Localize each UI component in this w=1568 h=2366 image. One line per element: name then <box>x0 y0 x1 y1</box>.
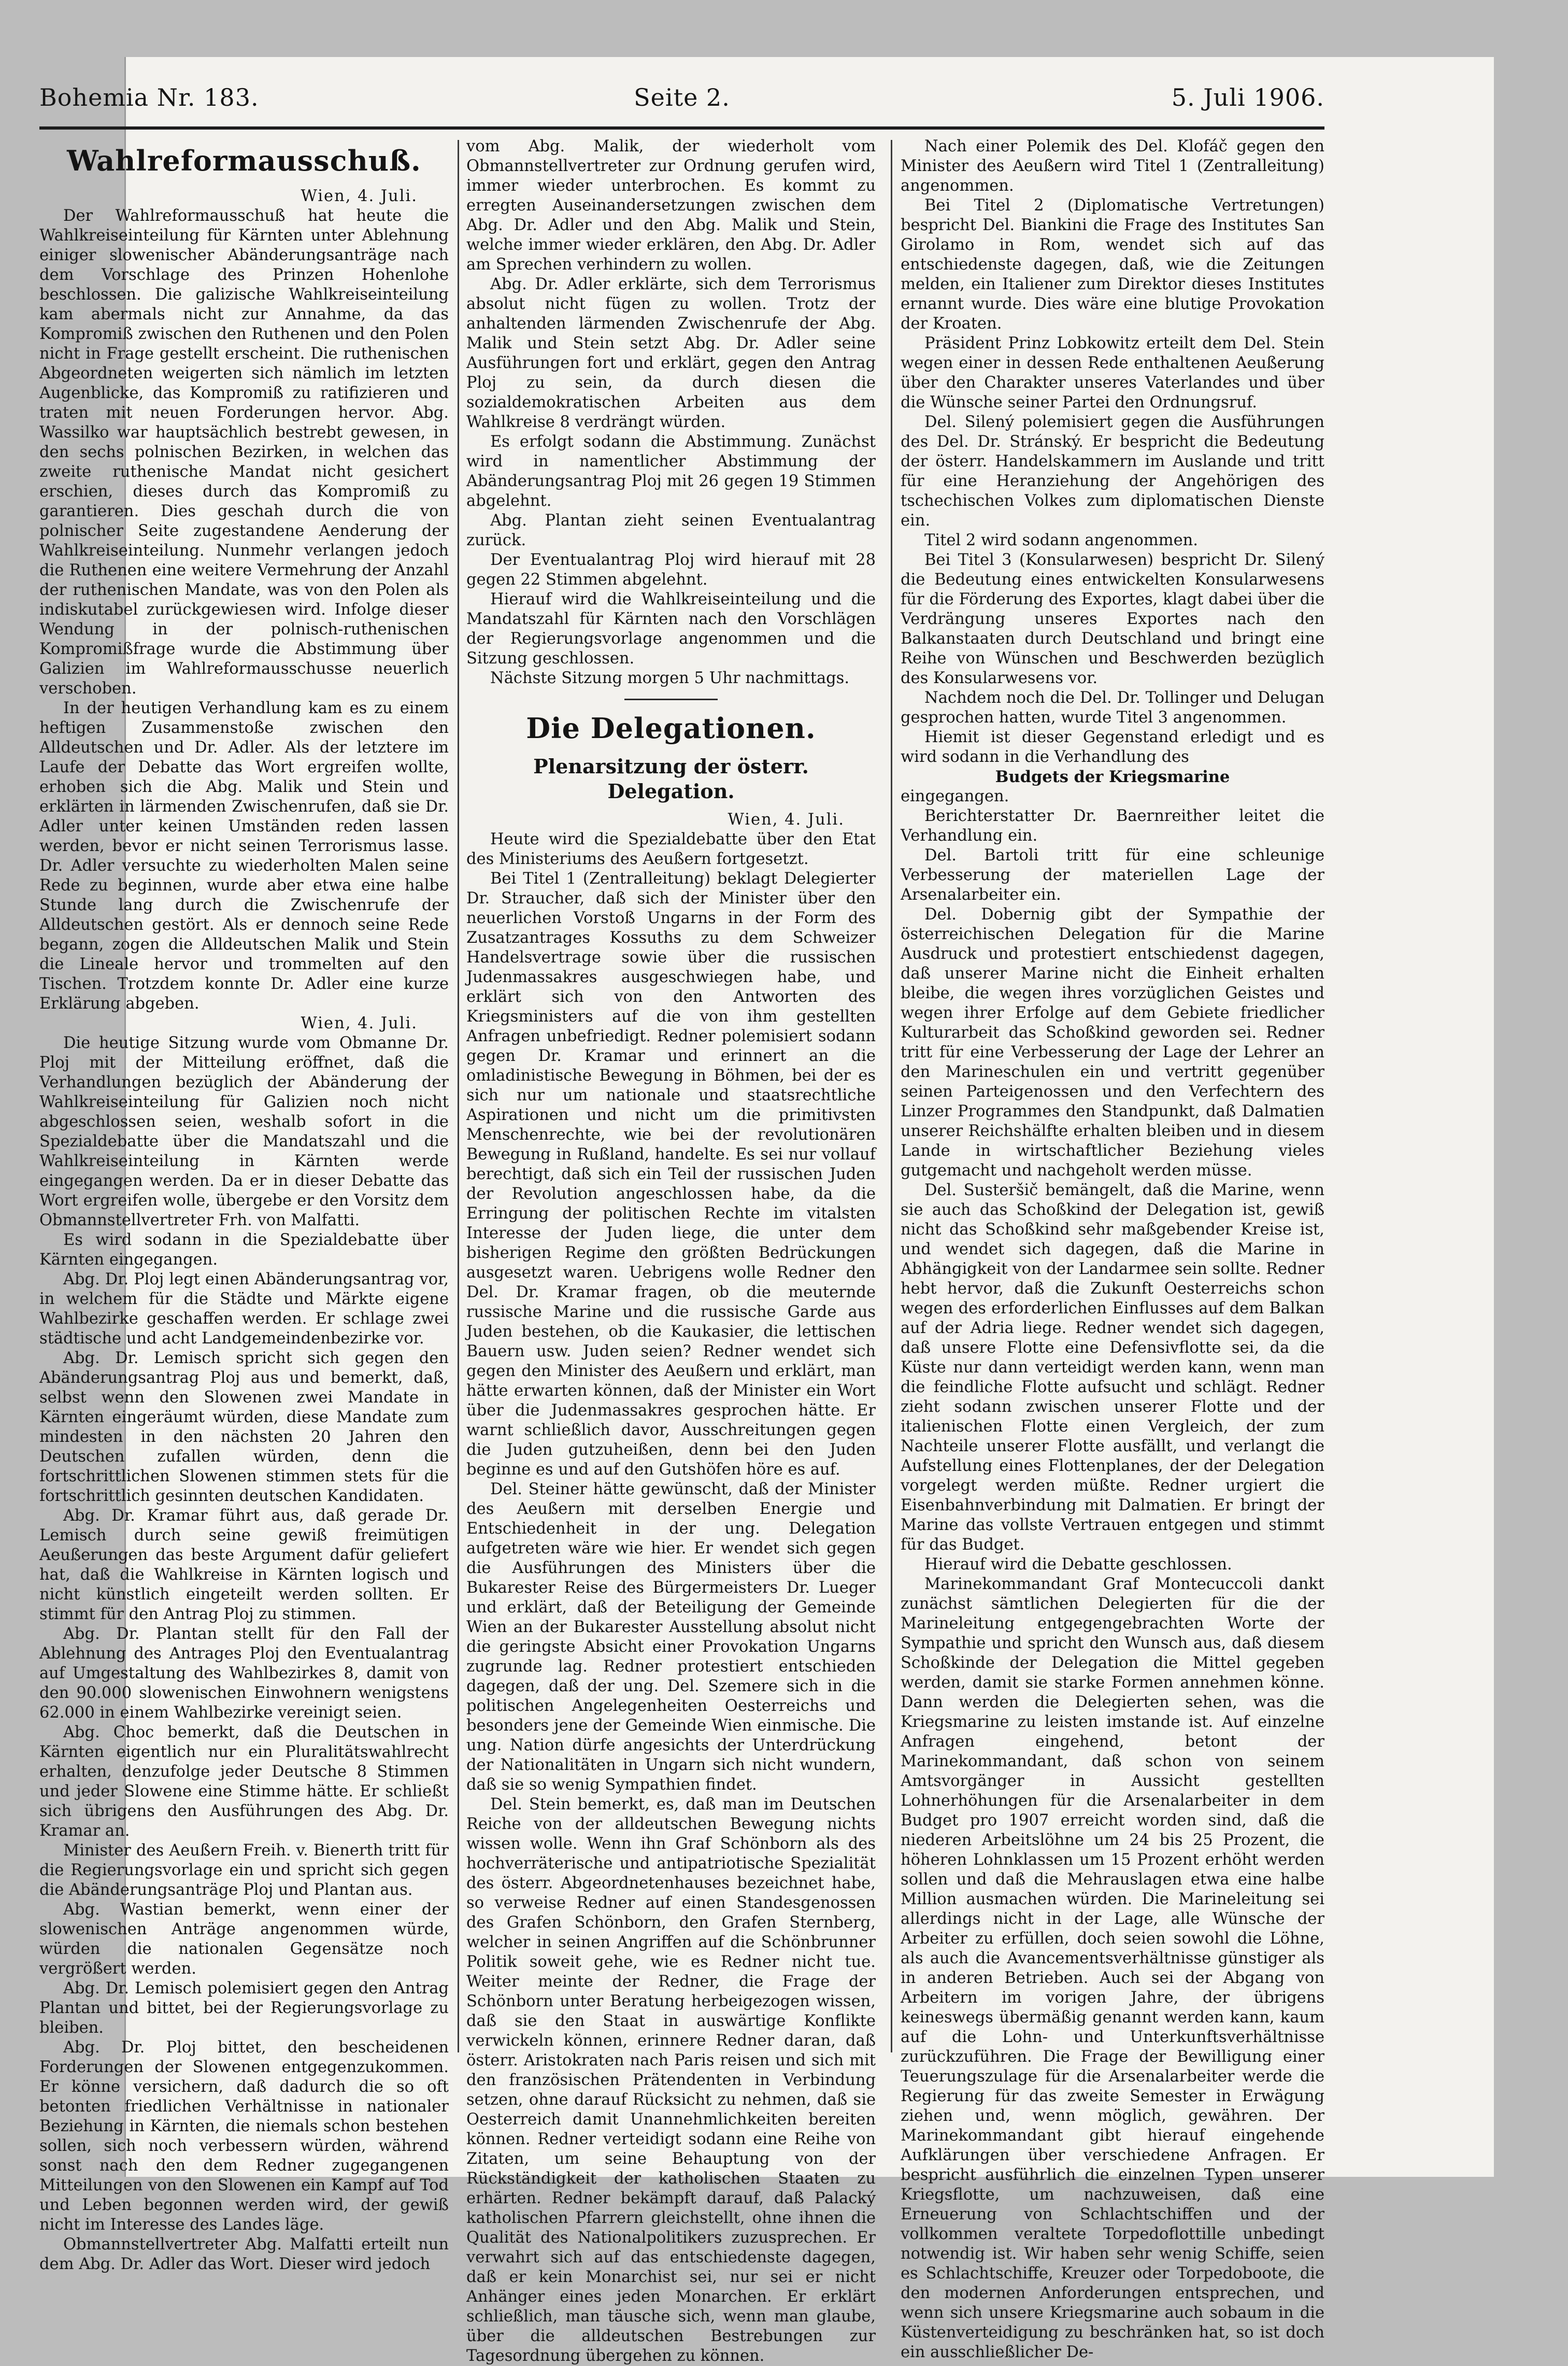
paragraph: Nachdem noch die Del. Dr. Tollinger und Delugan gesprochen hatten, wurde Titel 3 angenommen. <box>901 689 1324 727</box>
paragraph: Minister des Aeußern Freih. v. Bienerth tritt für die Regierungsvorlage ein und spricht sich gegen die Abänderungsanträge Ploj und Plantan aus. <box>39 1841 449 1899</box>
paragraph: Abg. Dr. Lemisch spricht sich gegen den Abänderungsantrag Ploj aus und bemerkt, daß, selbst wenn den Slowenen zwei Mandate in Kärnten eingeräumt würden, diese Mandate zum mindesten in den nächsten 20 Jahren den Deutschen zufallen würden, denn die fortschrittlichen Slowenen stimmen stets für die fortschrittlich gesinnten deutschen Kandidaten. <box>39 1349 449 1505</box>
paragraph: Del. Dobernig gibt der Sympathie der österreichischen Delegation für die Marine Ausdruck und protestiert entschiedenst dagegen, daß unserer Marine nicht die Einheit erhalten bleibe, die wegen ihres vorzüglichen Geistes und wegen ihrer Erfolge auf dem Gebiete friedlicher Kulturarbeit das Schoßkind geworden sei. Redner tritt für eine Verbesserung der Lage der Lehrer an den Marineschulen ein und vertritt gegenüber seinen Parteigenossen und den Verfechtern des Linzer Programmes den Standpunkt, daß Dalmatien unserer Reichshälfte erhalten bleiben und in diesem Lande in wirtschaftlicher Beziehung vieles gutgemacht und nachgeholt werden müsse. <box>901 905 1324 1180</box>
paragraph: Es erfolgt sodann die Abstimmung. Zunächst wird in namentlicher Abstimmung der Abänderungsantrag Ploj mit 26 gegen 19 Stimmen abgelehnt. <box>466 433 876 510</box>
paragraph: In der heutigen Verhandlung kam es zu einem heftigen Zusammenstoße zwischen den Alldeutschen und Dr. Adler. Als der letztere im Laufe der Debatte das Wort ergreifen wollte, erhoben sich die Abg. Malik und Stein und erklärten in lärmenden Zwischenrufen, daß sie Dr. Adler unter keinen Umständen reden lassen werden, bevor er nicht seinen Terrorismus lasse. Dr. Adler versuchte zu wiederholten Malen seine Rede zu beginnen, wurde aber etwa eine halbe Stunde lang durch die Zwischenrufe der Alldeutschen gestört. Als er dennoch seine Rede begann, zogen die Alldeutschen Malik und Stein die Lineale hervor und trommelten auf den Tischen. Trotzdem konnte Dr. Adler eine kurze Erklärung abgeben. <box>39 699 449 1013</box>
paragraph: Der Wahlreformausschuß hat heute die Wahlkreiseinteilung für Kärnten unter Ablehnung einiger slowenischer Abänderungsanträge nach dem Vorschlage des Prinzen Hohenlohe beschlossen. Die galizische Wahlkreiseinteilung kam abermals nicht zur Annahme, da das Kompromiß zwischen den Ruthenen und den Polen nicht in Frage gestellt erscheint. Die ruthenischen Abgeordneten weigerten sich nämlich im letzten Augenblicke, das Kompromiß zu ratifizieren und traten mit neuen Forderungen hervor. Abg. Wassilko war hauptsächlich bestrebt gewesen, in den sechs polnischen Bezirken, in welchen das zweite ruthenische Mandat nicht gesichert erschien, dieses durch das Kompromiß zu garantieren. Dies geschah durch die von polnischer Seite zugestandene Aenderung der Wahlkreiseinteilung. Nunmehr verlangen jedoch die Ruthenen eine weitere Vermehrung der Anzahl der ruthenischen Mandate, was von den Polen als indiskutabel zurückgewiesen wird. Infolge dieser Wendung in der polnisch-ruthenischen Kompromißfrage wurde die Abstimmung über Galizien im Wahlreformausschusse neuerlich verschoben. <box>39 207 449 698</box>
section-subtitle: Plenarsitzung der österr. Delegation. <box>533 755 809 803</box>
column-divider <box>891 140 892 2052</box>
paragraph: Abg. Dr. Ploj legt einen Abänderungsantrag vor, in welchem für die Städte und Märkte eigene Wahlbezirke geschaffen werden. Er schlage zwei städtische und acht Landgemeindenbezirke vor. <box>39 1270 449 1348</box>
paragraph: Marinekommandant Graf Montecuccoli dankt zunächst sämtlichen Delegierten für die der Marineleitung entgegengebrachten Worte der Sympathie und spricht den Wunsch aus, daß diesem Schoßkinde der Delegation die Mittel gegeben werden, damit sie starke Formen annehmen könne. Dann werden die Delegierten sehen, was die Kriegsmarine zu leisten imstande ist. Auf einzelne Anfragen eingehend, betont der Marinekommandant, daß schon von seinem Amtsvorgänger in Aussicht gestellten Lohnerhöhungen für die Arsenalarbeiter in dem Budget pro 1907 erreicht worden sind, daß die niederen Arbeitslöhne um 24 bis 25 Prozent, die höheren Lohnklassen um 15 Prozent erhöht werden sollen und daß die Mehrauslagen etwa eine halbe Million ausmachen würden. Die Marineleitung sei allerdings nicht in der Lage, alle Wünsche der Arbeiter zu erfüllen, doch seien sowohl die Löhne, als auch die Avancementsverhältnisse günstiger als in anderen Betrieben. Auch sei der Abgang von Arbeitern im vorigen Jahre, der übrigens keineswegs übermäßig genannt werden kann, kaum auf die Lohn- und Unterkunftsverhältnisse zurückzuführen. Die Frage der Bewilligung einer Teuerungszulage für die Arsenalarbeiter werde die Regierung für das zweite Semester in Erwägung ziehen und, wenn möglich, gewähren. Der Marinekommandant gibt hierauf eingehende Aufklärungen über verschiedene Anfragen. Er bespricht ausführlich die einzelnen Typen unserer Kriegsflotte, um nachzuweisen, daß eine Erneuerung von Schlachtschiffen und der vollkommen veraltete Torpedoflottille unbedingt notwendig ist. Wir haben sehr wenig Schiffe, seien es Schlachtschiffe, Kreuzer oder Torpedoboote, die den modernen Anforderungen entsprechen, und wenn sich unsere Kriegsmarine auch sobaum in die Küstenverteidigung zu beschränken hat, so ist doch ein ausschließlicher De- <box>901 1575 1324 2361</box>
section-separator <box>624 699 718 700</box>
budget-heading: Budgets der Kriegsmarine <box>995 768 1230 786</box>
paragraph: Heute wird die Spezialdebatte über den Etat des Ministeriums des Aeußern fortgesetzt. <box>466 830 876 868</box>
column-1 <box>39 137 449 2273</box>
dateline: Wien, 4. Juli. <box>301 187 418 205</box>
paragraph: Bei Titel 3 (Konsularwesen) bespricht Dr. Silený die Bedeutung eines entwickelten Konsularwesens für die Förderung des Exportes, klagt dabei über die Verdrängung unseres Exportes nach den Balkanstaaten durch Deutschland und bringt eine Reihe von Wünschen und Beschwerden bezüglich des Konsularwesens vor. <box>901 551 1324 687</box>
issue-date: 5. Juli 1906. <box>1171 83 1324 111</box>
dateline: Wien, 4. Juli. <box>301 1014 418 1032</box>
paragraph: Abg. Dr. Ploj bittet, den bescheidenen Forderungen der Slowenen entgegenzukommen. Er könne versichern, daß dadurch die so oft betonten friedlichen Verhältnisse in nationaler Beziehung in Kärnten, die niemals schon bestehen sollen, sich noch verbessern würden, während sonst nach den dem Redner zugegangenen Mitteilungen von den Slowenen ein Kampf auf Tod und Leben begonnen werden wird, der gewiß nicht im Interesse des Landes läge. <box>39 2038 449 2234</box>
paragraph: Del. Bartoli tritt für eine schleunige Verbesserung der materiellen Lage der Arsenalarbeiter ein. <box>901 846 1324 904</box>
paragraph: eingegangen. <box>901 787 1009 805</box>
paragraph: Del. Susteršič bemängelt, daß die Marine, wenn sie auch das Schoßkind der Delegation ist, gewiß nicht das Schoßkind sehr maßgebender Kreise ist, und wendet sich dagegen, daß die Marine in Abhängigkeit von der Landarmee sein sollte. Redner hebt hervor, daß die Zukunft Oesterreichs schon wegen des erforderlichen Einflusses auf dem Balkan auf der Adria liege. Redner wendet sich dagegen, daß unsere Flotte eine Defensivflotte sei, da die Küste nur dann verteidigt werden kann, wenn man die feindliche Flotte aufsucht und schlägt. Redner zieht sodann zwischen unserer Flotte und der italienischen Flotte einen Vergleich, der zum Nachteile unserer Flotte ausfällt, und verlangt die Aufstellung eines Flottenplanes, der der Delegation vorgelegt werden müßte. Redner urgiert die Eisenbahnverbindung mit Dalmatien. Er bringt der Marine das vollste Vertrauen entgegen und stimmt für das Budget. <box>901 1181 1324 1554</box>
paragraph: Präsident Prinz Lobkowitz erteilt dem Del. Stein wegen einer in dessen Rede enthaltenen Aeußerung über den Charakter unseres Vaterlandes und über die Wünsche seiner Partei den Ordnungsruf. <box>901 334 1324 412</box>
paragraph: Del. Steiner hätte gewünscht, daß der Minister des Aeußern mit derselben Energie und Entschiedenheit in der ung. Delegation aufgetreten wäre wie hier. Er wendet sich gegen die Ausführungen des Ministers über die Bukarester Reise des Bürgermeisters Dr. Lueger und erklärt, daß der Beteiligung der Gemeinde Wien an der Bukarester Ausstellung absolut nicht die geringste Absicht einer Provokation Ungarns zugrunde lag. Redner protestiert entschieden dagegen, daß der ung. Del. Szemere sich in die politischen Angelegenheiten Oesterreichs und besonders jene der Gemeinde Wien einmische. Die ung. Nation dürfe angesichts der Unterdrückung der Nationalitäten in Ungarn sich nicht wundern, daß sie so wenig Sympathien findet. <box>466 1480 876 1794</box>
page-number: Seite 2. <box>634 83 730 111</box>
section-title: Die Delegationen. <box>526 712 816 745</box>
column-2 <box>466 137 876 2365</box>
paragraph: Abg. Choc bemerkt, daß die Deutschen in Kärnten eigentlich nur ein Pluralitätswahlrecht erhalten, denzufolge jeder Deutsche 8 Stimmen und jeder Slowene eine Stimme hätte. Er schließt sich übrigens den Ausführungen des Abg. Dr. Kramar an. <box>39 1723 449 1840</box>
paragraph: Bei Titel 1 (Zentralleitung) beklagt Delegierter Dr. Straucher, daß sich der Minister über den neuerlichen Vorstoß Ungarns in der Form des Zusatzantrages Kossuths zu dem Schweizer Handelsvertrage sowie über die russischen Judenmassakres ausgeschwiegen habe, und erklärt sich von den Antworten des Kriegsministers auf die von ihm gestellten Anfragen unbefriedigt. Redner polemisiert sodann gegen Dr. Kramar und erinnert an die omladinistische Bewegung in Böhmen, bei der es sich nur um nationale und staatsrechtliche Aspirationen und nicht um die primitivsten Menschenrechte, wie bei der revolutionären Bewegung in Rußland, handelte. Es sei nur vollauf berechtigt, daß sich ein Teil der russischen Juden der Revolution angeschlossen habe, da die Erringung der politischen Rechte im vitalsten Interesse der Juden liege, die unter dem bisherigen Regime den größten Bedrückungen ausgesetzt waren. Uebrigens wolle Redner den Del. Dr. Kramar fragen, ob die meuternde russische Marine und die russische Garde aus Juden bestehen, ob die Kaukasier, die lettischen Bauern usw. Juden seien? Redner wendet sich gegen den Minister des Aeußern und erklärt, man hätte erwarten können, daß der Minister ein Wort über die Judenmassakres gesprochen hätte. Er warnt schließlich davor, Ausschreitungen gegen die Juden gutzuheißen, denn bei den Juden beginne es und auf den Gutshöfen höre es auf. <box>466 870 876 1479</box>
paragraph: Nächste Sitzung morgen 5 Uhr nachmittags. <box>490 669 850 687</box>
paragraph: Bei Titel 2 (Diplomatische Vertretungen) bespricht Del. Biankini die Frage des Institutes San Girolamo in Rom, wendet sich auf das entschiedenste dagegen, daß, wie die Zeitungen melden, ein Italiener zum Direktor dieses Institutes ernannt wurde. Dies wäre eine blutige Provokation der Kroaten. <box>901 196 1324 333</box>
paragraph: Nach einer Polemik des Del. Klofáč gegen den Minister des Aeußern wird Titel 1 (Zentralleitung) angenommen. <box>901 137 1324 195</box>
paragraph: Abg. Plantan zieht seinen Eventualantrag zurück. <box>466 512 876 549</box>
article-title: Wahlreformausschuß. <box>67 144 421 177</box>
column-3 <box>901 137 1324 2361</box>
newspaper-issue: Bohemia Nr. 183. <box>39 83 259 111</box>
paragraph: Abg. Dr. Kramar führt aus, daß gerade Dr. Lemisch durch seine gewiß freimütigen Aeußerungen das beste Argument dafür geliefert hat, daß die Wahlkreise in Kärnten logisch und nicht künstlich eingeteilt werden sollten. Er stimmt für den Antrag Ploj zu stimmen. <box>39 1507 449 1623</box>
paragraph: Es wird sodann in die Spezialdebatte über Kärnten eingegangen. <box>39 1231 449 1269</box>
paragraph: Obmannstellvertreter Abg. Malfatti erteilt nun dem Abg. Dr. Adler das Wort. Dieser wird jedoch <box>39 2235 449 2273</box>
page-header <box>39 80 1324 125</box>
paragraph: Die heutige Sitzung wurde vom Obmanne Dr. Ploj mit der Mitteilung eröffnet, daß die Verhandlungen bezüglich der Abänderung der Wahlkreiseinteilung für Galizien noch nicht abgeschlossen seien, weshalb sofort in die Spezialdebatte über die Mandatszahl und die Wahlkreiseinteilung in Kärnten werde eingegangen werden. Da er in dieser Debatte das Wort ergreifen wolle, übergebe er den Vorsitz dem Obmannstellvertreter Frh. von Malfatti. <box>39 1034 449 1229</box>
paragraph: Hierauf wird die Debatte geschlossen. <box>924 1555 1232 1574</box>
paragraph: Abg. Dr. Lemisch polemisiert gegen den Antrag Plantan und bittet, bei der Regierungsvorlage zu bleiben. <box>39 1979 449 2037</box>
paragraph: Abg. Dr. Adler erklärte, sich dem Terrorismus absolut nicht fügen zu wollen. Trotz der anhaltenden lärmenden Zwischenrufe der Abg. Malik und Stein setzt Abg. Dr. Adler seine Ausführungen fort und erklärt, gegen den Antrag Ploj zu sein, da durch diesen die sozialdemokratischen Arbeiten aus dem Wahlkreise 8 verdrängt würden. <box>466 275 876 431</box>
paragraph: Hierauf wird die Wahlkreiseinteilung und die Mandatszahl für Kärnten nach den Vorschlägen der Regierungsvorlage angenommen und die Sitzung geschlossen. <box>466 590 876 668</box>
header-rule <box>39 126 1324 130</box>
paragraph: Abg. Wastian bemerkt, wenn einer der slowenischen Anträge angenommen würde, würden die nationalen Gegensätze noch vergrößert werden. <box>39 1901 449 1978</box>
paragraph: vom Abg. Malik, der wiederholt vom Obmannstellvertreter zur Ordnung gerufen wird, immer wieder unterbrochen. Es kommt zu erregten Auseinandersetzungen zwischen dem Abg. Dr. Adler und den Abg. Malik und Stein, welche immer wieder erklären, den Abg. Dr. Adler am Sprechen verhindern zu wollen. <box>466 137 876 274</box>
paragraph: Berichterstatter Dr. Baernreither leitet die Verhandlung ein. <box>901 807 1324 845</box>
paragraph: Del. Silený polemisiert gegen die Ausführungen des Del. Dr. Stránský. Er bespricht die Bedeutung der österr. Handelskammern im Auslande und tritt für eine Heranziehung der Angehörigen des tschechischen Volkes zum diplomatischen Dienste ein. <box>901 413 1324 530</box>
paragraph: Hiemit ist dieser Gegenstand erledigt und es wird sodann in die Verhandlung des <box>901 728 1324 766</box>
paragraph: Titel 2 wird sodann angenommen. <box>924 531 1198 549</box>
paragraph: Del. Stein bemerkt, es, daß man im Deutschen Reiche von der alldeutschen Bewegung nichts wissen wolle. Wenn ihn Graf Schönborn als des hochverräterische und antipatriotische Spezialität des österr. Abgeordnetenhauses bezeichnet habe, so verweise Redner auf einen Standesgenossen des Grafen Schönborn, den Grafen Sternberg, welcher in seinen Angriffen auf die Schönbrunner Politik soweit gehe, wie es Redner nicht tue. Weiter meinte der Redner, die Frage der Schönborn unter Beratung herbeigezogen wissen, daß sie den Staat in auswärtige Konflikte verwickeln können, erinnere Redner daran, daß österr. Aristokraten nach Paris reisen und sich mit den französischen Prätendenten in Verbindung setzen, ohne darauf Rücksicht zu nehmen, daß sie Oesterreich damit Unannehmlichkeiten bereiten können. Redner verteidigt sodann eine Reihe von Zitaten, um seine Behauptung von der Rückständigkeit der katholischen Staaten zu erhärten. Redner bekämpft darauf, daß Palacký katholischen Pfarrern gleichstellt, ohne ihnen die Qualität des Nationalpolitikers zuzusprechen. Er verwahrt sich auf das entschiedenste dagegen, daß er kein Monarchist sei, nur sei er nicht Anhänger eines jeden Monarchen. Er erklärt schließlich, man täusche sich, wenn man glaube, über die alldeutschen Bestrebungen zur Tagesordnung übergehen zu können. <box>466 1795 876 2365</box>
paragraph: Der Eventualantrag Ploj wird hierauf mit 28 gegen 22 Stimmen abgelehnt. <box>466 551 876 589</box>
column-divider <box>458 140 459 2052</box>
paragraph: Abg. Dr. Plantan stellt für den Fall der Ablehnung des Antrages Ploj den Eventualantrag auf Umgestaltung des Wahlbezirkes 8, damit von den 90.000 slowenischen Einwohnern wenigstens 62.000 in einem Wahlbezirke vereinigt seien. <box>39 1625 449 1722</box>
dateline: Wien, 4. Juli. <box>728 811 845 829</box>
